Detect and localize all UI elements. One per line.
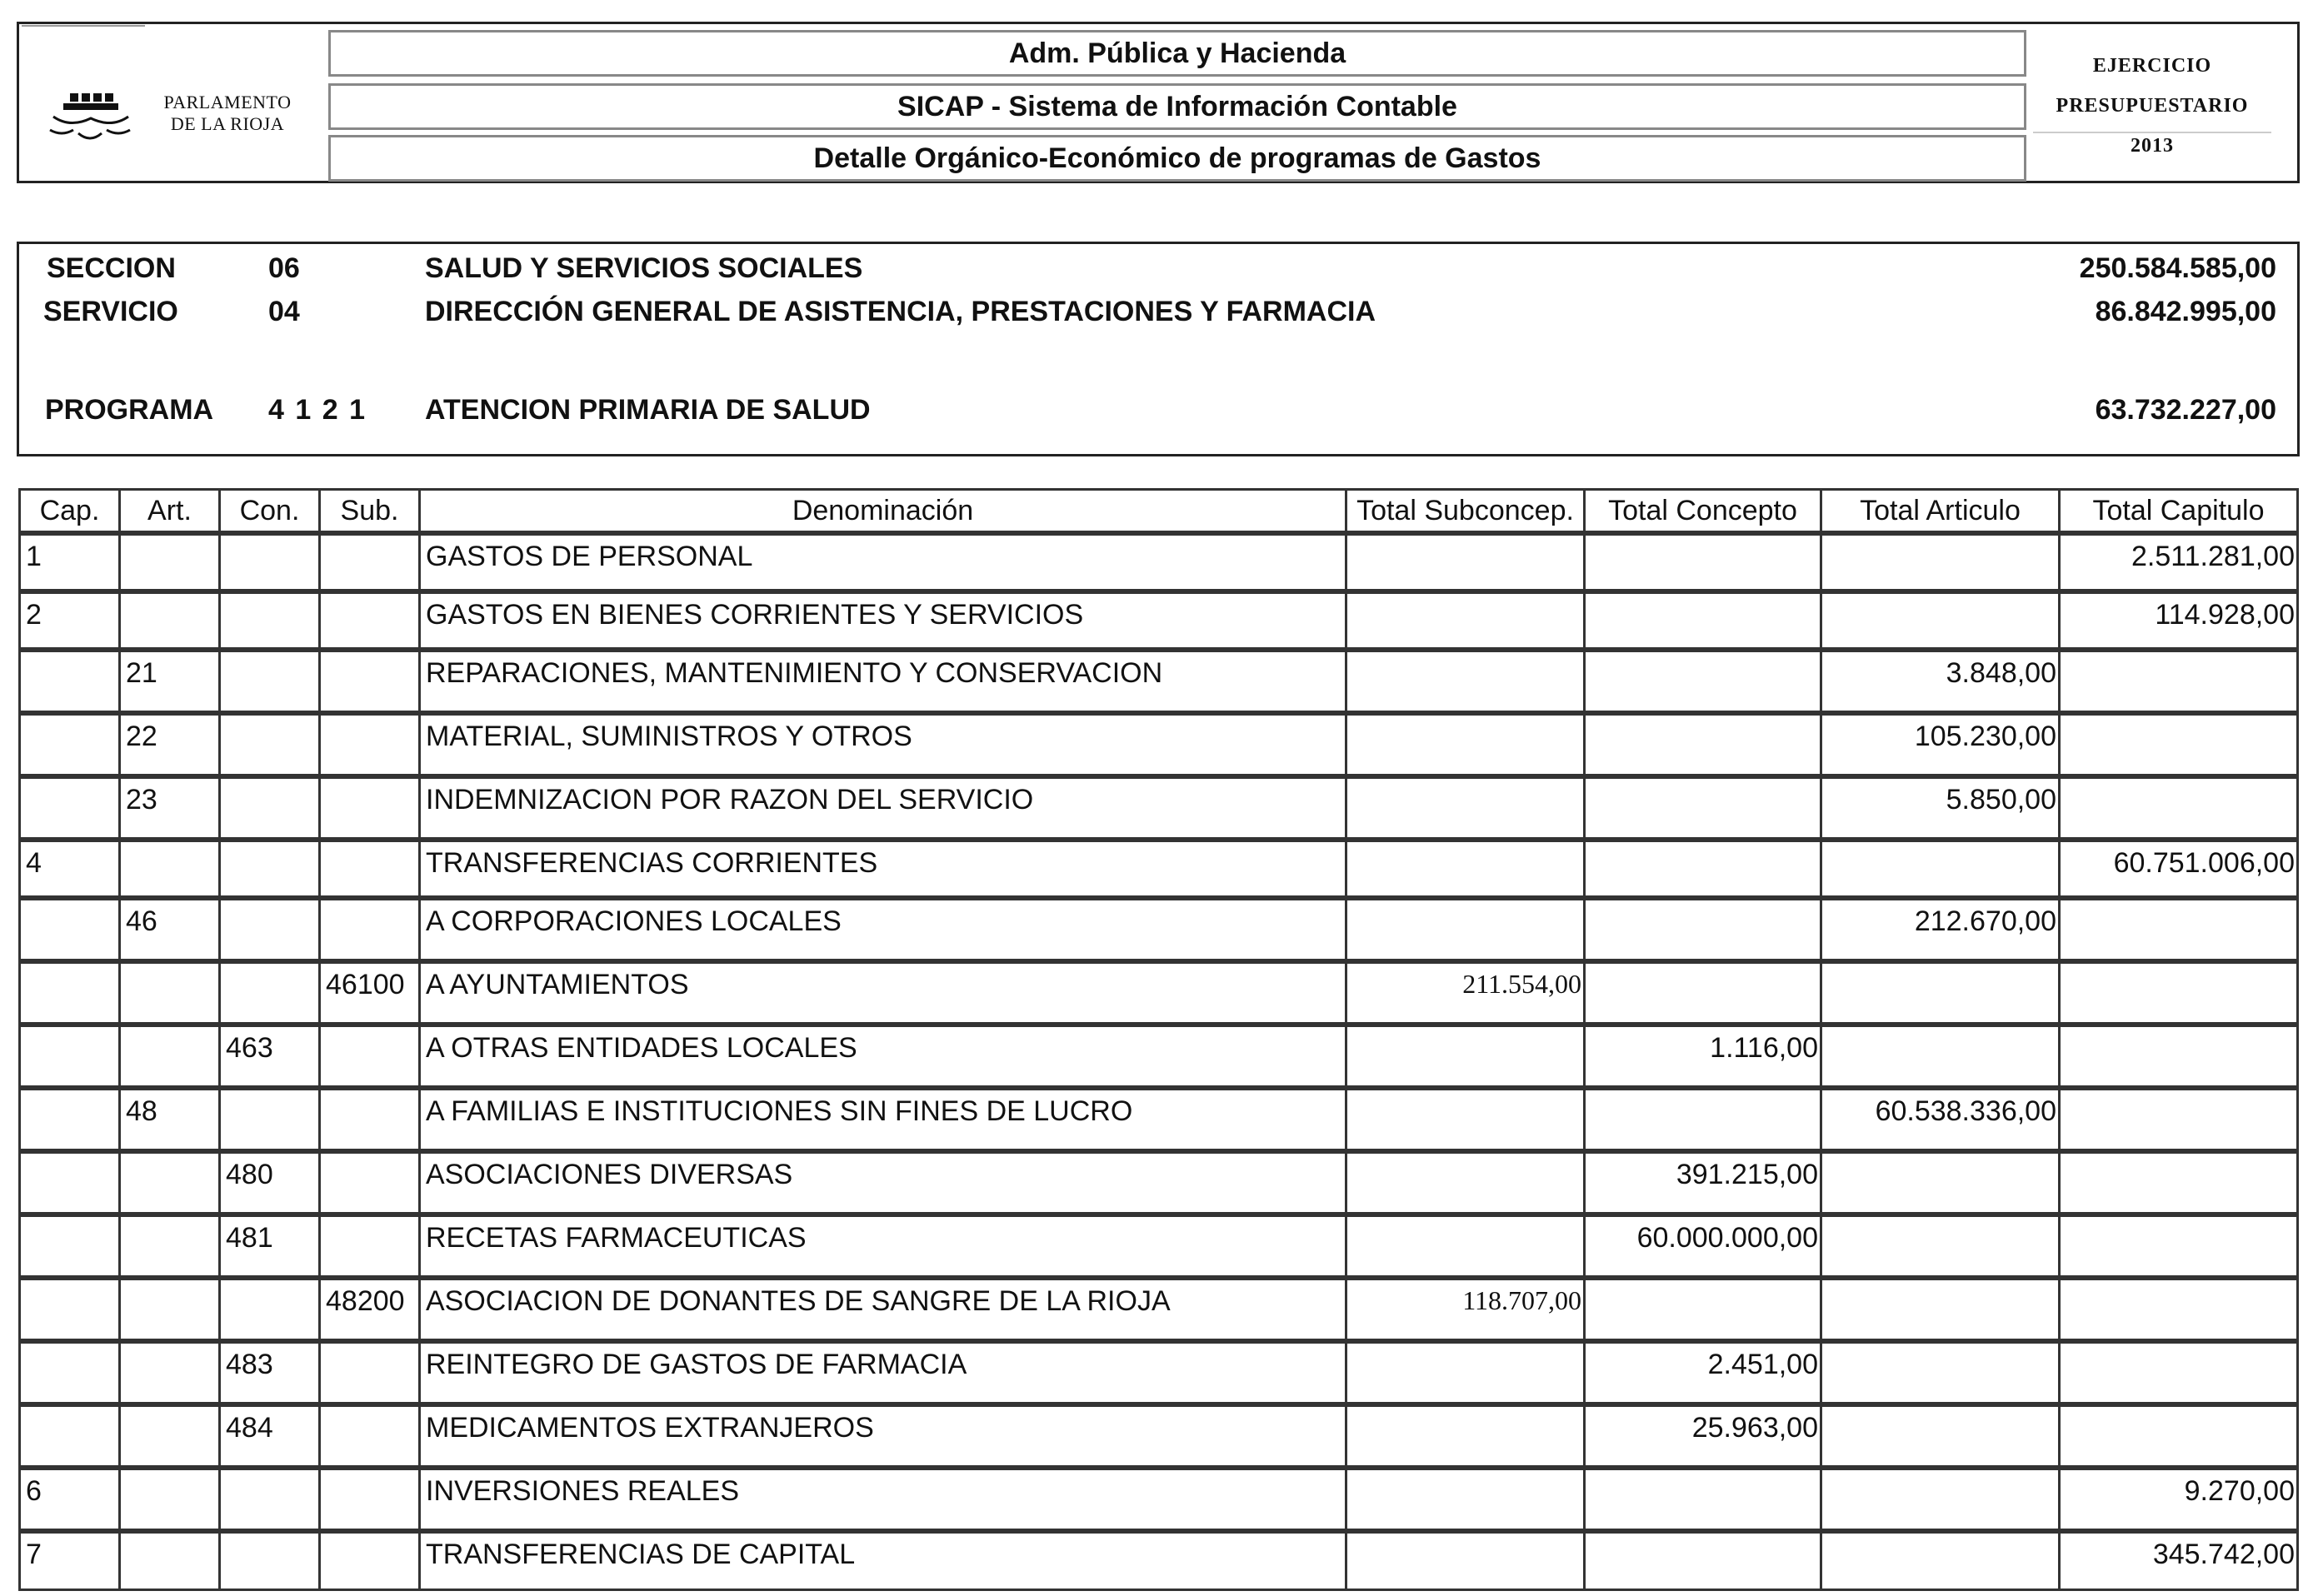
- col-header-sub: Sub.: [320, 490, 420, 534]
- cell-concepto: [220, 533, 320, 591]
- cell-total-concepto: [1585, 713, 1821, 776]
- servicio-name: DIRECCIÓN GENERAL DE ASISTENCIA, PRESTACIONES Y FARMACIA: [425, 296, 1376, 327]
- cell-articulo: [120, 1214, 220, 1278]
- cell-total-capitulo: [2060, 1151, 2298, 1214]
- cell-subconcepto: [320, 1025, 420, 1088]
- cell-capitulo: [20, 1214, 120, 1278]
- cell-total-subconcepto: [1346, 1404, 1585, 1468]
- servicio-code: 04: [268, 296, 300, 327]
- cell-total-concepto: [1585, 1468, 1821, 1531]
- cell-concepto: [220, 650, 320, 713]
- cell-total-subconcepto: [1346, 650, 1585, 713]
- table-row: [20, 840, 2298, 898]
- cell-total-capitulo: [2060, 1214, 2298, 1278]
- cell-denominacion: MEDICAMENTOS EXTRANJEROS: [420, 1404, 1346, 1468]
- col-header-total-capitulo: Total Capitulo: [2060, 490, 2298, 534]
- cell-total-articulo: [1821, 1341, 2060, 1404]
- cell-total-capitulo: [2060, 1278, 2298, 1341]
- cell-total-subconcepto: [1346, 1088, 1585, 1151]
- cell-articulo: [120, 1404, 220, 1468]
- cell-capitulo: [20, 1088, 120, 1151]
- table-row: [20, 1531, 2298, 1589]
- cell-total-concepto: [1585, 961, 1821, 1025]
- cell-concepto: [220, 840, 320, 898]
- institution-line-1: PARLAMENTO: [163, 92, 292, 112]
- cell-total-subconcepto: [1346, 1531, 1585, 1589]
- table-row: [20, 1214, 2298, 1278]
- cell-total-subconcepto: [1346, 776, 1585, 840]
- cell-total-articulo: [1821, 591, 2060, 650]
- ejercicio-label: EJERCICIO: [2092, 55, 2212, 77]
- cell-capitulo: [20, 713, 120, 776]
- cell-total-subconcepto: [1346, 1341, 1585, 1404]
- cell-subconcepto: [320, 591, 420, 650]
- cell-capitulo: 1: [20, 533, 120, 591]
- cell-concepto: 484: [220, 1404, 320, 1468]
- institution-name: [148, 92, 307, 135]
- cell-total-capitulo: 60.751.006,00: [2060, 840, 2298, 898]
- cell-concepto: [220, 1278, 320, 1341]
- cell-subconcepto: [320, 776, 420, 840]
- cell-denominacion: A AYUNTAMIENTOS: [420, 961, 1346, 1025]
- cell-total-articulo: [1821, 533, 2060, 591]
- cell-total-concepto: 2.451,00: [1585, 1341, 1821, 1404]
- cell-total-concepto: [1585, 898, 1821, 961]
- cell-denominacion: MATERIAL, SUMINISTROS Y OTROS: [420, 713, 1346, 776]
- budget-table: [18, 488, 2299, 1591]
- cell-concepto: 480: [220, 1151, 320, 1214]
- parliament-logo: [45, 82, 133, 153]
- cell-total-concepto: [1585, 1278, 1821, 1341]
- col-header-total-articulo: Total Articulo: [1821, 490, 2060, 534]
- cell-capitulo: [20, 650, 120, 713]
- table-row: [20, 1468, 2298, 1531]
- cell-articulo: [120, 1341, 220, 1404]
- header-title-report: Detalle Orgánico-Económico de programas de Gastos: [328, 135, 2026, 182]
- presupuestario-label: PRESUPUESTARIO: [2056, 95, 2249, 117]
- cell-total-subconcepto: 118.707,00: [1346, 1278, 1585, 1341]
- cell-subconcepto: 48200: [320, 1278, 420, 1341]
- cell-articulo: [120, 591, 220, 650]
- fiscal-year: 2013: [2131, 135, 2174, 157]
- cell-total-capitulo: 345.742,00: [2060, 1531, 2298, 1589]
- cell-subconcepto: [320, 650, 420, 713]
- cell-denominacion: TRANSFERENCIAS CORRIENTES: [420, 840, 1346, 898]
- seccion-name: SALUD Y SERVICIOS SOCIALES: [425, 252, 863, 284]
- cell-subconcepto: [320, 840, 420, 898]
- cell-capitulo: [20, 1278, 120, 1341]
- cell-total-capitulo: [2060, 1088, 2298, 1151]
- cell-total-articulo: [1821, 1151, 2060, 1214]
- cell-denominacion: INVERSIONES REALES: [420, 1468, 1346, 1531]
- programa-label: PROGRAMA: [45, 394, 214, 426]
- cell-articulo: [120, 961, 220, 1025]
- table-header-row: [20, 490, 2298, 534]
- col-header-cap: Cap.: [20, 490, 120, 534]
- cell-total-articulo: [1821, 840, 2060, 898]
- cell-capitulo: [20, 1151, 120, 1214]
- cell-subconcepto: [320, 533, 420, 591]
- table-row: [20, 713, 2298, 776]
- programa-amount: 63.732.227,00: [2095, 394, 2276, 426]
- table-row: [20, 1151, 2298, 1214]
- cell-total-subconcepto: 211.554,00: [1346, 961, 1585, 1025]
- cell-denominacion: A CORPORACIONES LOCALES: [420, 898, 1346, 961]
- cell-denominacion: INDEMNIZACION POR RAZON DEL SERVICIO: [420, 776, 1346, 840]
- header-title-system: SICAP - Sistema de Información Contable: [328, 83, 2026, 130]
- cell-total-concepto: [1585, 591, 1821, 650]
- cell-total-capitulo: [2060, 1341, 2298, 1404]
- col-header-total-subconcepto: Total Subconcep.: [1346, 490, 1585, 534]
- cell-capitulo: [20, 1025, 120, 1088]
- cell-articulo: 21: [120, 650, 220, 713]
- cell-total-concepto: 1.116,00: [1585, 1025, 1821, 1088]
- cell-total-subconcepto: [1346, 591, 1585, 650]
- cell-subconcepto: [320, 1341, 420, 1404]
- cell-concepto: [220, 898, 320, 961]
- cell-subconcepto: [320, 1468, 420, 1531]
- table-row: [20, 898, 2298, 961]
- cell-capitulo: [20, 1404, 120, 1468]
- cell-denominacion: TRANSFERENCIAS DE CAPITAL: [420, 1531, 1346, 1589]
- cell-articulo: 46: [120, 898, 220, 961]
- cell-total-subconcepto: [1346, 713, 1585, 776]
- cell-total-capitulo: 2.511.281,00: [2060, 533, 2298, 591]
- cell-total-articulo: 60.538.336,00: [1821, 1088, 2060, 1151]
- cell-total-subconcepto: [1346, 533, 1585, 591]
- cell-total-articulo: 212.670,00: [1821, 898, 2060, 961]
- cell-articulo: [120, 533, 220, 591]
- cell-denominacion: REPARACIONES, MANTENIMIENTO Y CONSERVACION: [420, 650, 1346, 713]
- cell-concepto: 481: [220, 1214, 320, 1278]
- cell-total-concepto: [1585, 1088, 1821, 1151]
- cell-articulo: [120, 1151, 220, 1214]
- cell-concepto: [220, 776, 320, 840]
- cell-concepto: [220, 1468, 320, 1531]
- cell-denominacion: A FAMILIAS E INSTITUCIONES SIN FINES DE LUCRO: [420, 1088, 1346, 1151]
- cell-capitulo: 4: [20, 840, 120, 898]
- cell-total-capitulo: [2060, 776, 2298, 840]
- cell-total-articulo: [1821, 1404, 2060, 1468]
- cell-articulo: [120, 840, 220, 898]
- cell-capitulo: [20, 898, 120, 961]
- table-row: [20, 1088, 2298, 1151]
- cell-total-capitulo: 114.928,00: [2060, 591, 2298, 650]
- cell-capitulo: 6: [20, 1468, 120, 1531]
- cell-total-capitulo: 9.270,00: [2060, 1468, 2298, 1531]
- cell-total-capitulo: [2060, 898, 2298, 961]
- cell-total-subconcepto: [1346, 1025, 1585, 1088]
- cell-total-capitulo: [2060, 961, 2298, 1025]
- cell-concepto: [220, 1531, 320, 1589]
- cell-denominacion: GASTOS DE PERSONAL: [420, 533, 1346, 591]
- cell-capitulo: 2: [20, 591, 120, 650]
- cell-denominacion: GASTOS EN BIENES CORRIENTES Y SERVICIOS: [420, 591, 1346, 650]
- cell-total-capitulo: [2060, 1404, 2298, 1468]
- table-row: [20, 591, 2298, 650]
- cell-articulo: [120, 1468, 220, 1531]
- cell-subconcepto: [320, 1088, 420, 1151]
- seccion-code: 06: [268, 252, 300, 284]
- table-row: [20, 1278, 2298, 1341]
- cell-total-concepto: [1585, 1531, 1821, 1589]
- cell-total-subconcepto: [1346, 1468, 1585, 1531]
- programa-name: ATENCION PRIMARIA DE SALUD: [425, 394, 871, 426]
- cell-capitulo: [20, 776, 120, 840]
- table-row: [20, 1025, 2298, 1088]
- cell-subconcepto: [320, 1404, 420, 1468]
- cell-total-articulo: [1821, 1468, 2060, 1531]
- table-row: [20, 1404, 2298, 1468]
- cell-denominacion: RECETAS FARMACEUTICAS: [420, 1214, 1346, 1278]
- table-row: [20, 1341, 2298, 1404]
- cell-total-concepto: [1585, 840, 1821, 898]
- cell-total-concepto: 60.000.000,00: [1585, 1214, 1821, 1278]
- programa-code: 4 1 2 1: [268, 394, 365, 426]
- cell-articulo: [120, 1025, 220, 1088]
- cell-total-articulo: 3.848,00: [1821, 650, 2060, 713]
- cell-articulo: 48: [120, 1088, 220, 1151]
- col-header-con: Con.: [220, 490, 320, 534]
- cell-capitulo: [20, 961, 120, 1025]
- table-row: [20, 961, 2298, 1025]
- cell-subconcepto: [320, 1214, 420, 1278]
- cell-total-articulo: [1821, 961, 2060, 1025]
- cell-total-subconcepto: [1346, 898, 1585, 961]
- cell-concepto: [220, 961, 320, 1025]
- seccion-amount: 250.584.585,00: [2079, 252, 2276, 284]
- cell-total-articulo: 5.850,00: [1821, 776, 2060, 840]
- cell-total-subconcepto: [1346, 1151, 1585, 1214]
- cell-articulo: [120, 1278, 220, 1341]
- header-title-department: Adm. Pública y Hacienda: [328, 30, 2026, 77]
- cell-total-concepto: 391.215,00: [1585, 1151, 1821, 1214]
- cell-denominacion: ASOCIACION DE DONANTES DE SANGRE DE LA RIOJA: [420, 1278, 1346, 1341]
- cell-concepto: 483: [220, 1341, 320, 1404]
- cell-concepto: 463: [220, 1025, 320, 1088]
- cell-total-articulo: [1821, 1278, 2060, 1341]
- servicio-amount: 86.842.995,00: [2095, 296, 2276, 327]
- cell-subconcepto: [320, 898, 420, 961]
- col-header-art: Art.: [120, 490, 220, 534]
- cell-total-capitulo: [2060, 650, 2298, 713]
- cell-total-capitulo: [2060, 713, 2298, 776]
- cell-denominacion: ASOCIACIONES DIVERSAS: [420, 1151, 1346, 1214]
- cell-total-subconcepto: [1346, 1214, 1585, 1278]
- table-row: [20, 776, 2298, 840]
- cell-articulo: 22: [120, 713, 220, 776]
- cell-articulo: 23: [120, 776, 220, 840]
- servicio-label: SERVICIO: [43, 296, 178, 327]
- cell-total-articulo: [1821, 1214, 2060, 1278]
- cell-concepto: [220, 1088, 320, 1151]
- year-divider: [2033, 132, 2271, 133]
- table-row: [20, 650, 2298, 713]
- cell-total-concepto: 25.963,00: [1585, 1404, 1821, 1468]
- col-header-denominacion: Denominación: [420, 490, 1346, 534]
- cell-capitulo: 7: [20, 1531, 120, 1589]
- cell-total-articulo: [1821, 1025, 2060, 1088]
- cell-total-capitulo: [2060, 1025, 2298, 1088]
- col-header-total-concepto: Total Concepto: [1585, 490, 1821, 534]
- cell-denominacion: A OTRAS ENTIDADES LOCALES: [420, 1025, 1346, 1088]
- cell-subconcepto: [320, 1531, 420, 1589]
- cell-total-subconcepto: [1346, 840, 1585, 898]
- institution-line-2: DE LA RIOJA: [170, 113, 285, 134]
- table-row: [20, 533, 2298, 591]
- cell-subconcepto: [320, 1151, 420, 1214]
- top-divider: [22, 25, 145, 27]
- cell-total-concepto: [1585, 776, 1821, 840]
- cell-total-articulo: [1821, 1531, 2060, 1589]
- cell-total-concepto: [1585, 533, 1821, 591]
- seccion-label: SECCION: [47, 252, 176, 284]
- cell-subconcepto: [320, 713, 420, 776]
- cell-denominacion: REINTEGRO DE GASTOS DE FARMACIA: [420, 1341, 1346, 1404]
- cell-concepto: [220, 713, 320, 776]
- cell-capitulo: [20, 1341, 120, 1404]
- cell-total-concepto: [1585, 650, 1821, 713]
- cell-articulo: [120, 1531, 220, 1589]
- cell-concepto: [220, 591, 320, 650]
- cell-subconcepto: 46100: [320, 961, 420, 1025]
- cell-total-articulo: 105.230,00: [1821, 713, 2060, 776]
